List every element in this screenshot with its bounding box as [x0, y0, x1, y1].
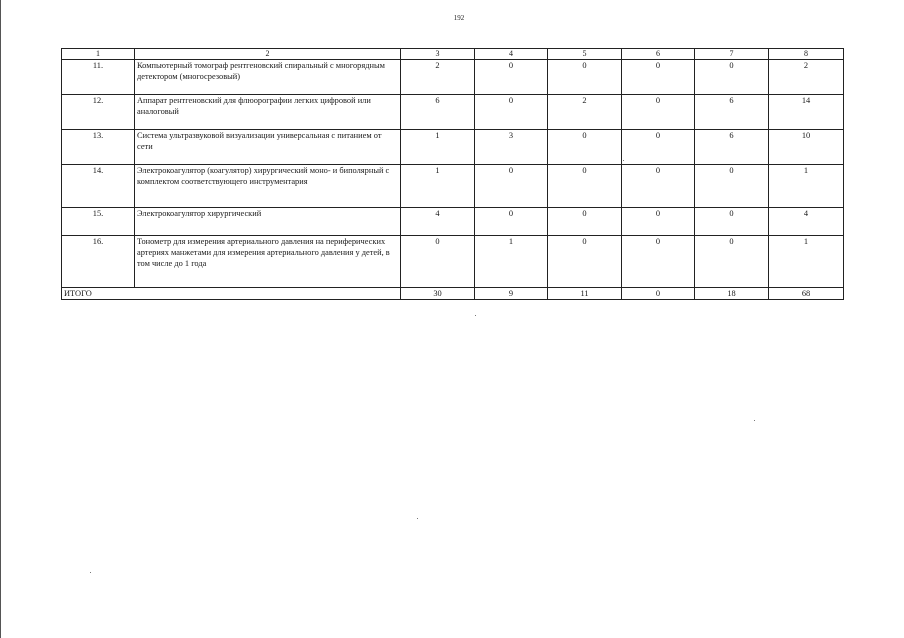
- cell-value: 1: [769, 236, 844, 288]
- cell-value: 0: [622, 208, 695, 236]
- column-number: 8: [769, 49, 844, 60]
- column-number: 1: [62, 49, 135, 60]
- scan-speck: [623, 160, 624, 161]
- row-number: 15.: [62, 208, 135, 236]
- cell-value: 0: [475, 60, 548, 95]
- cell-value: 6: [695, 95, 769, 130]
- cell-value: 6: [401, 95, 475, 130]
- equipment-name: Аппарат рентгеновский для флюорографии легких цифровой или аналоговый: [135, 95, 401, 130]
- cell-value: 0: [622, 130, 695, 165]
- total-value: 18: [695, 288, 769, 300]
- equipment-name: Компьютерный томограф рентгеновский спиральный с многорядным детектором (многосрезовый): [135, 60, 401, 95]
- total-value: 30: [401, 288, 475, 300]
- column-number: 6: [622, 49, 695, 60]
- cell-value: 0: [622, 236, 695, 288]
- cell-value: 2: [401, 60, 475, 95]
- table-row: [62, 236, 844, 288]
- cell-value: 0: [548, 208, 622, 236]
- cell-value: 0: [475, 208, 548, 236]
- column-number: 4: [475, 49, 548, 60]
- cell-value: 0: [548, 236, 622, 288]
- cell-value: 2: [548, 95, 622, 130]
- cell-value: 4: [401, 208, 475, 236]
- total-value: 68: [769, 288, 844, 300]
- row-number: 13.: [62, 130, 135, 165]
- table-row: [62, 130, 844, 165]
- cell-value: 1: [769, 165, 844, 208]
- column-number: 7: [695, 49, 769, 60]
- row-number: 14.: [62, 165, 135, 208]
- total-value: 11: [548, 288, 622, 300]
- column-number: 2: [135, 49, 401, 60]
- cell-value: 0: [475, 165, 548, 208]
- scan-speck: [417, 518, 418, 519]
- cell-value: 0: [695, 165, 769, 208]
- cell-value: 4: [769, 208, 844, 236]
- cell-value: 0: [475, 95, 548, 130]
- table-row: [62, 95, 844, 130]
- total-row: [62, 288, 844, 300]
- row-number: 11.: [62, 60, 135, 95]
- equipment-name: Электрокоагулятор (коагулятор) хирургический моно- и биполярный с комплектом соответствующего инструментария: [135, 165, 401, 208]
- cell-value: 1: [475, 236, 548, 288]
- cell-value: 14: [769, 95, 844, 130]
- cell-value: 1: [401, 130, 475, 165]
- cell-value: 0: [548, 130, 622, 165]
- column-number: 5: [548, 49, 622, 60]
- equipment-table: [61, 48, 844, 300]
- cell-value: 2: [769, 60, 844, 95]
- equipment-name: Тонометр для измерения артериального давления на периферических артериях манжетами для измерения артериального давления у детей, в том числе до 1 года: [135, 236, 401, 288]
- cell-value: 0: [695, 208, 769, 236]
- table-row: [62, 165, 844, 208]
- row-number: 16.: [62, 236, 135, 288]
- column-number-row: [62, 49, 844, 60]
- cell-value: 0: [622, 95, 695, 130]
- cell-value: 0: [548, 165, 622, 208]
- equipment-name: Электрокоагулятор хирургический: [135, 208, 401, 236]
- scan-speck: [90, 572, 91, 573]
- total-label: ИТОГО: [62, 288, 401, 300]
- total-value: 9: [475, 288, 548, 300]
- cell-value: 0: [622, 165, 695, 208]
- cell-value: 10: [769, 130, 844, 165]
- total-value: 0: [622, 288, 695, 300]
- cell-value: 0: [548, 60, 622, 95]
- scan-speck: [475, 315, 476, 316]
- cell-value: 0: [622, 60, 695, 95]
- scan-speck: [754, 420, 755, 421]
- cell-value: 6: [695, 130, 769, 165]
- table-row: [62, 208, 844, 236]
- cell-value: 0: [695, 236, 769, 288]
- page-left-edge: [0, 0, 1, 638]
- equipment-name: Система ультразвуковой визуализации универсальная с питанием от сети: [135, 130, 401, 165]
- table-row: [62, 60, 844, 95]
- cell-value: 3: [475, 130, 548, 165]
- page-number: 192: [453, 14, 465, 22]
- cell-value: 0: [695, 60, 769, 95]
- row-number: 12.: [62, 95, 135, 130]
- cell-value: 0: [401, 236, 475, 288]
- cell-value: 1: [401, 165, 475, 208]
- column-number: 3: [401, 49, 475, 60]
